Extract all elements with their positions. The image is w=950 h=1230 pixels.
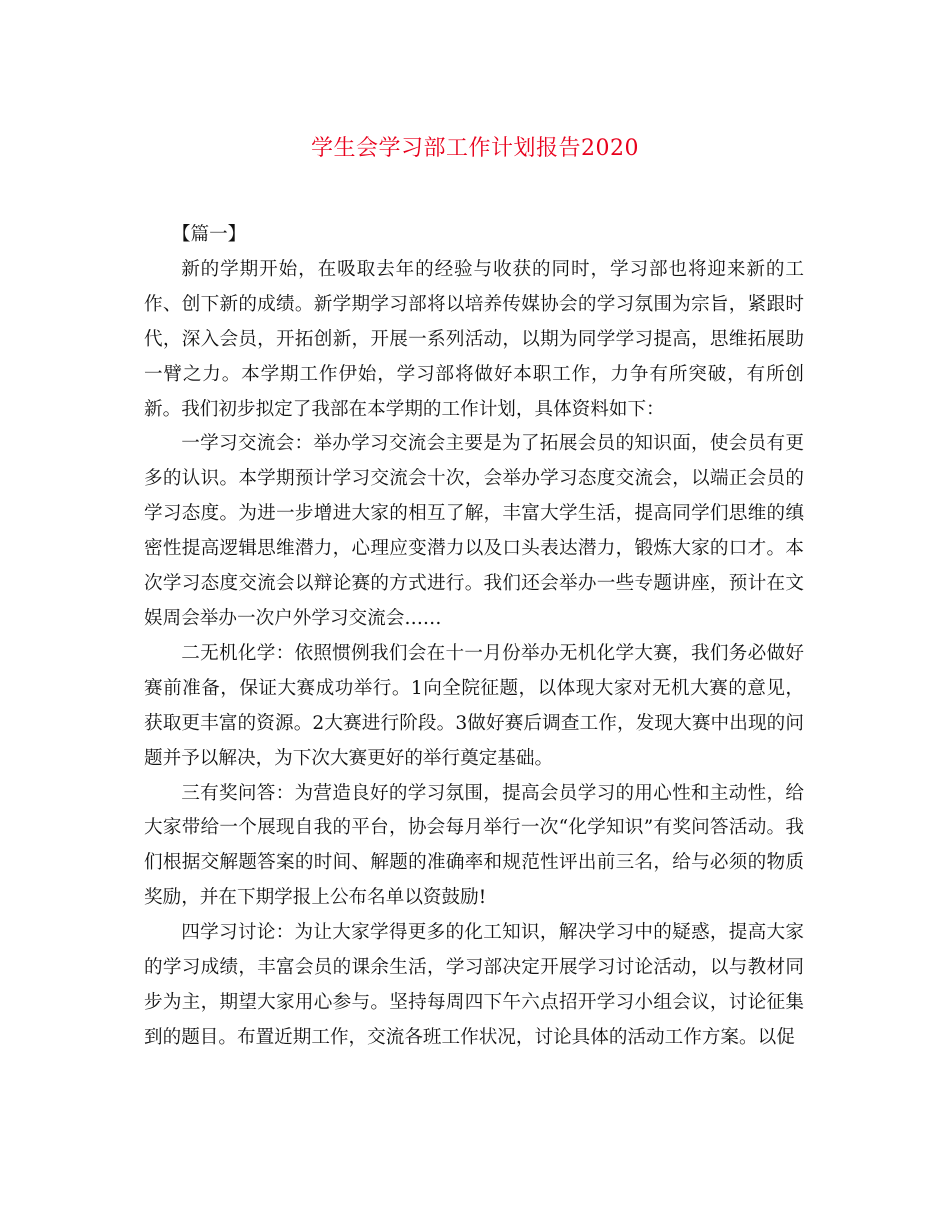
document-title: 学生会学习部工作计划报告2020 xyxy=(311,136,639,161)
paragraph-inorganic-chemistry: 二无机化学：依照惯例我们会在十一月份举办无机化学大赛，我们务必做好赛前准备，保证大赛成功举行。1向全院征题，以体现大家对无机大赛的意见，获取更丰富的资源。2大赛进行阶段。3做好赛后调查工作，发现大赛中出现的问题并予以解决，为下次大赛更好的举行奠定基础。 xyxy=(144,642,804,769)
paragraph-quiz: 三有奖问答：为营造良好的学习氛围，提高会员学习的用心性和主动性，给大家带给一个展现自我的平台，协会每月举行一次“化学知识”有奖问答活动。我们根据交解题答案的时间、解题的准确率和规范性评出前三名，给与必须的物质奖励，并在下期学报上公布名单以资鼓励! xyxy=(144,782,804,909)
paragraph-study-discussion: 四学习讨论：为让大家学得更多的化工知识，解决学习中的疑惑，提高大家的学习成绩，丰富会员的课余生活，学习部决定开展学习讨论活动，以与教材同步为主，期望大家用心参与。坚持每周四下午六点招开学习小组会议，讨论征集到的题目。布置近期工作，交流各班工作状况，讨论具体的活动工作方案。以促 xyxy=(144,922,804,1048)
paragraph-intro: 新的学期开始，在吸取去年的经验与收获的同时，学习部也将迎来新的工作、创下新的成绩。新学期学习部将以培养传媒协会的学习氛围为宗旨，紧跟时代，深入会员，开拓创新，开展一系列活动，以期为同学学习提高，思维拓展助一臂之力。本学期工作伊始，学习部将做好本职工作，力争有所突破，有所创新。我们初步拟定了我部在本学期的工作计划，具体资料如下： xyxy=(144,258,804,420)
section-heading: 【篇一】 xyxy=(171,224,247,245)
document-body xyxy=(144,218,804,1056)
paragraph-study-exchange: 一学习交流会：举办学习交流会主要是为了拓展会员的知识面，使会员有更多的认识。本学期预计学习交流会十次，会举办学习态度交流会，以端正会员的学习态度。为进一步增进大家的相互了解，丰富大学生活，提高同学们思维的缜密性提高逻辑思维潜力，心理应变潜力以及口头表达潜力，锻炼大家的口才。本次学习态度交流会以辩论赛的方式进行。我们还会举办一些专题讲座，预计在文娱周会举办一次户外学习交流会…… xyxy=(144,433,804,629)
